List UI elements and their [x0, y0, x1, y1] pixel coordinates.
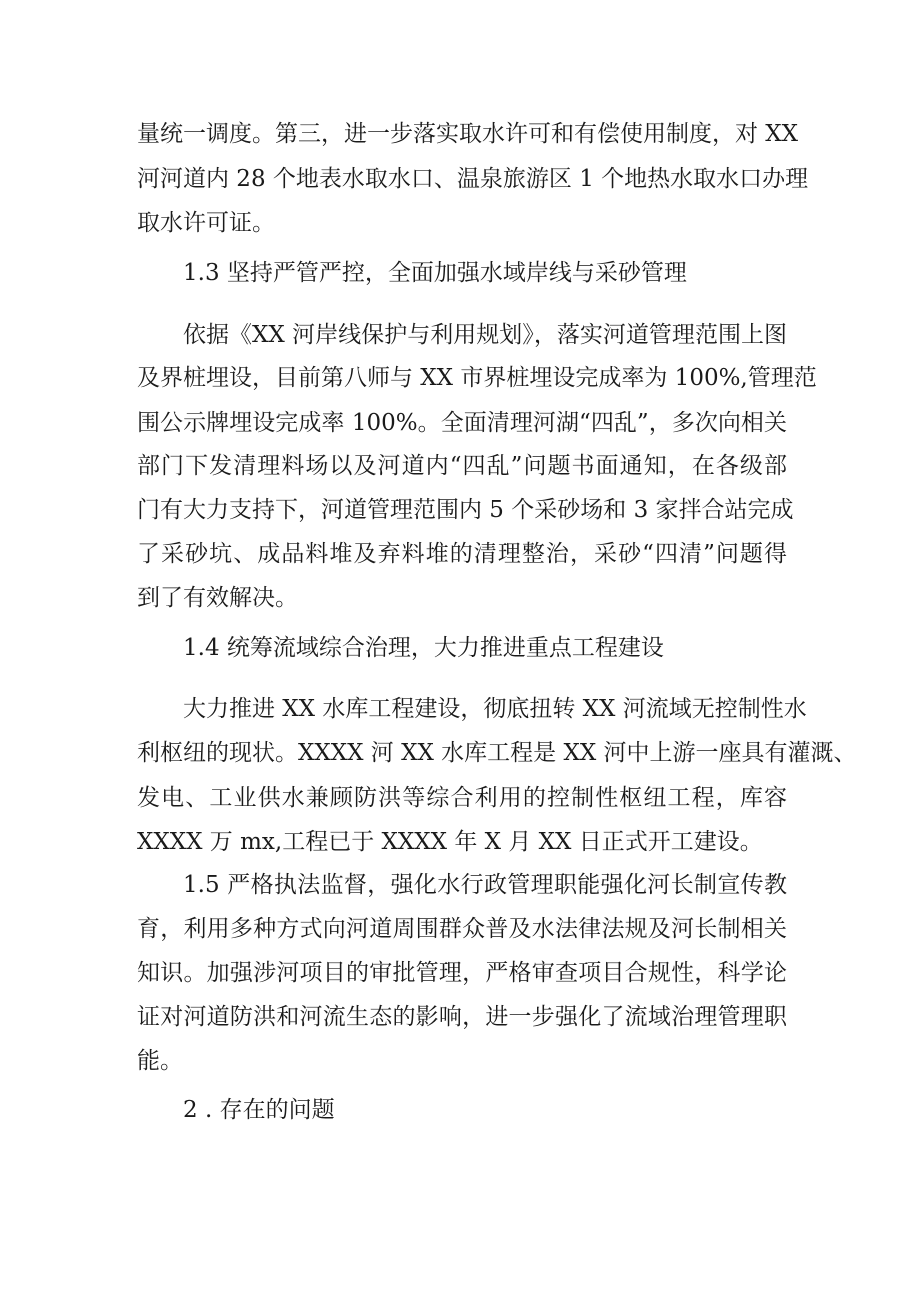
section-heading-1-4: 1.4 统筹流域综合治理，大力推进重点工程建设 [183, 635, 664, 661]
paragraph-line: 河河道内 28 个地表水取水口、温泉旅游区 1 个地热水取水口办理 [137, 166, 809, 192]
paragraph-line: 了采砂坑、成品料堆及弃料堆的清理整治，采砂“四清”问题得 [137, 541, 787, 567]
paragraph-line: 量统一调度。第三，进一步落实取水许可和有偿使用制度，对 XX [137, 121, 799, 147]
paragraph-line: 发电、工业供水兼顾防洪等综合利用的控制性枢纽工程，库容 [137, 785, 787, 811]
paragraph-line: 利枢纽的现状。XXXX 河 XX 水库工程是 XX 河中上游一座具有灌溉、 [137, 740, 857, 766]
paragraph-line: 依据《XX 河岸线保护与利用规划》，落实河道管理范围上图 [183, 322, 787, 348]
paragraph-line: 大力推进 XX 水库工程建设，彻底扭转 XX 河流域无控制性水 [183, 696, 807, 722]
paragraph-line: XXXX 万 mx,工程已于 XXXX 年 X 月 XX 日正式开工建设。 [137, 829, 763, 855]
paragraph-line: 及界桩埋设，目前第八师与 XX 市界桩埋设完成率为 100%,管理范 [137, 365, 817, 391]
paragraph-line: 部门下发清理料场以及河道内“四乱”问题书面通知，在各级部 [137, 453, 787, 479]
paragraph-line: 知识。加强涉河项目的审批管理，严格审查项目合规性，科学论 [137, 960, 787, 986]
section-heading-2: 2 . 存在的问题 [183, 1097, 335, 1123]
paragraph-line: 1.5 严格执法监督，强化水行政管理职能强化河长制宣传教 [183, 872, 787, 898]
paragraph-line: 门有大力支持下，河道管理范围内 5 个采砂场和 3 家拌合站完成 [137, 497, 794, 523]
paragraph-line: 到了有效解决。 [137, 585, 298, 611]
paragraph-line: 取水许可证。 [137, 210, 275, 236]
paragraph-line: 围公示牌埋设完成率 100%。全面清理河湖“四乱”，多次向相关 [137, 410, 787, 436]
paragraph-line: 育，利用多种方式向河道周围群众普及水法律法规及河长制相关 [137, 916, 787, 942]
section-heading-1-3: 1.3 坚持严管严控，全面加强水域岸线与采砂管理 [183, 260, 687, 286]
paragraph-line: 证对河道防洪和河流生态的影响，进一步强化了流域治理管理职 [137, 1004, 787, 1030]
paragraph-line: 能。 [137, 1048, 183, 1074]
